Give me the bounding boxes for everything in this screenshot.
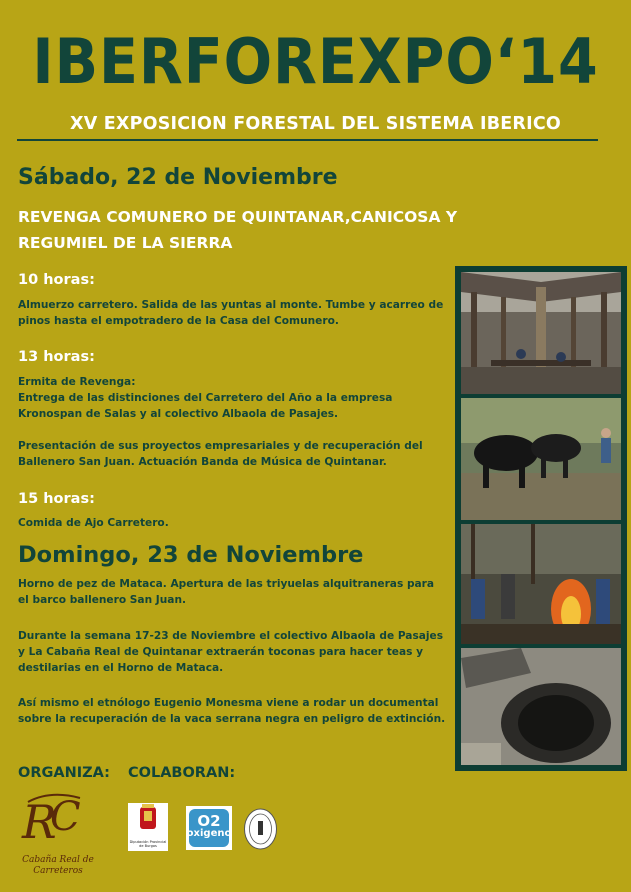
event-text-13-second: Presentación de sus proyectos empresariales y de recuperación del Ballenero San Juan. Actuación Banda de Música de Quintanar. xyxy=(18,440,423,468)
poster-title: IBERFOREXPO‘14 xyxy=(32,25,599,98)
day2-paragraph-3: Así mismo el etnólogo Eugenio Monesma viene a rodar un documental sobre la recuperación de la vaca serrana negra en peligro de extinción. xyxy=(18,697,446,725)
day1-date: Sábado, 22 de Noviembre xyxy=(18,165,338,190)
title-divider xyxy=(17,139,598,141)
day2-date: Domingo, 23 de Noviembre xyxy=(18,542,364,568)
cabana-real-logo-text: Cabaña Real de Carreteros xyxy=(22,855,94,876)
event-text-15: Comida de Ajo Carretero. xyxy=(18,517,169,529)
svg-text:R: R xyxy=(22,795,57,849)
event-text-13: Ermita de Revenga: Entrega de las distinciones del Carretero del Año a la empresa Kronospan de Salas y al colectivo Albaola de Pasajes. xyxy=(18,376,393,420)
day2-paragraph-2: Durante la semana 17-23 de Noviembre el colectivo Albaola de Pasajes y La Cabaña Real de Quintanar extraerán toconas para hacer teas y destilarias en el Horno de Mataca. xyxy=(18,630,444,674)
svg-text:C: C xyxy=(50,794,81,840)
diputacion-burgos-logo-text: Diputación Provincial de Burgos xyxy=(129,840,167,848)
event-hour-13: 13 horas: xyxy=(18,349,95,365)
organiza-label: ORGANIZA: xyxy=(18,765,110,781)
photo-pitch-kiln xyxy=(461,648,621,765)
photo-oxen-team xyxy=(461,398,621,520)
event-hour-10: 10 horas: xyxy=(18,272,95,288)
event-hour-15: 15 horas: xyxy=(18,491,95,507)
colaboran-label: COLABORAN: xyxy=(128,765,236,781)
photo-wooden-shed xyxy=(461,272,621,394)
svg-text:O2: O2 xyxy=(197,812,221,830)
photo-column xyxy=(455,266,627,771)
oxigeno-logo-text: oxigeno xyxy=(186,828,232,839)
day2-paragraph-1: Horno de pez de Mataca. Apertura de las triyuelas alquitraneras para el barco ballenero San Juan. xyxy=(18,578,435,606)
seal-logo xyxy=(243,807,278,851)
poster-subtitle: XV EXPOSICION FORESTAL DEL SISTEMA IBERICO xyxy=(70,114,561,134)
day1-venue: REVENGA COMUNERO DE QUINTANAR,CANICOSA Y REGUMIEL DE LA SIERRA xyxy=(18,208,458,252)
event-text-10: Almuerzo carretero. Salida de las yuntas al monte. Tumbe y acarreo de pinos hasta el empotradero de la Casa del Comunero. xyxy=(18,299,444,327)
photo-bonfire xyxy=(461,524,621,644)
